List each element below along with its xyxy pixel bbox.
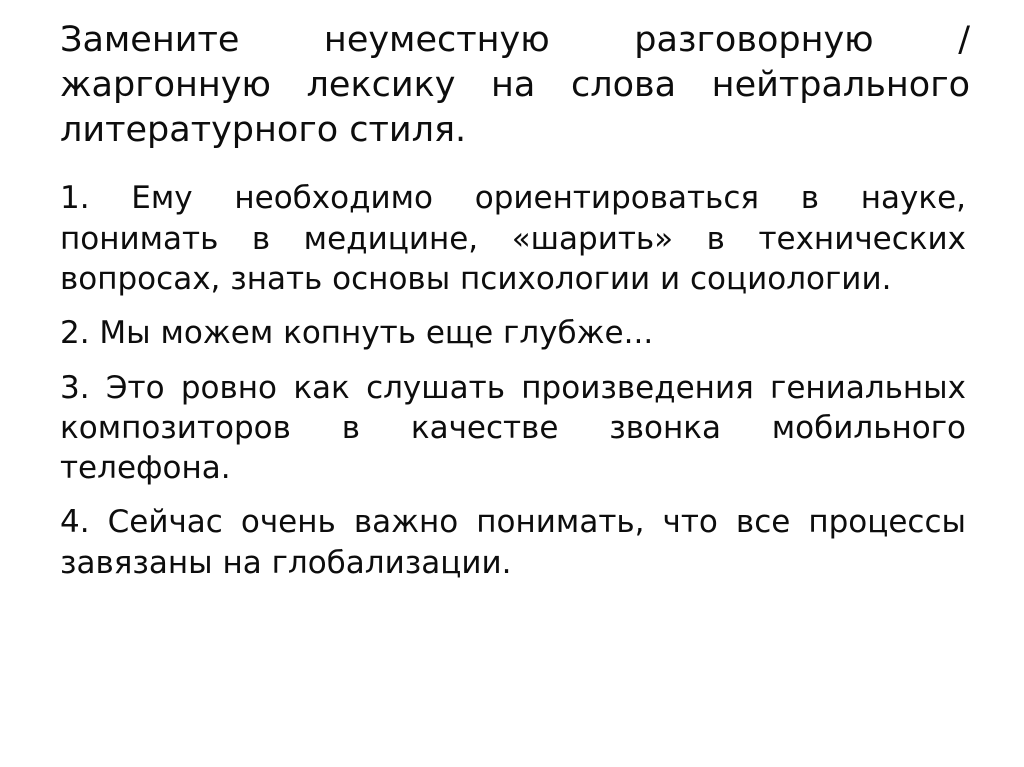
slide-body-list	[60, 178, 988, 583]
list-item: 1. Ему необходимо ориентироваться в науке, понимать в медицине, «шарить» в технических вопросах, знать основы психологии и социологии.	[60, 180, 966, 297]
slide-title: Замените неуместную разговорную / жаргонную лексику на слова нейтрального литературного стиля.	[60, 20, 970, 150]
list-item: 2. Мы можем копнуть еще глубже...	[60, 315, 654, 352]
list-item: 4. Сейчас очень важно понимать, что все процессы завязаны на глобализации.	[60, 504, 966, 581]
list-item: 3. Это ровно как слушать произведения гениальных композиторов в качестве звонка мобильного телефона.	[60, 369, 966, 487]
